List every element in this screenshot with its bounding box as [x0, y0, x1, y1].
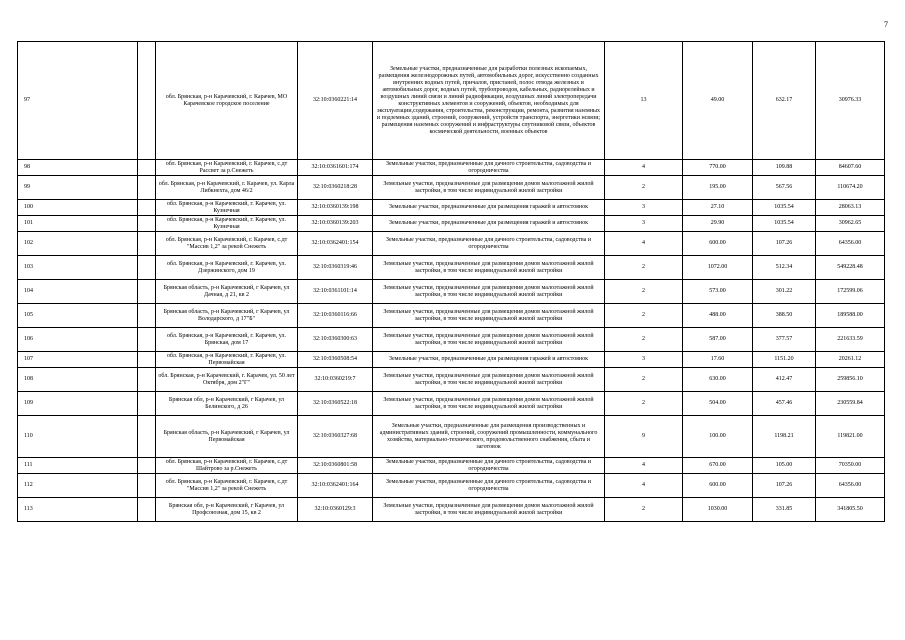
- table-row: [18, 416, 885, 458]
- spacer-cell: [138, 160, 156, 176]
- use-group-cell: 2: [605, 176, 683, 200]
- cadastral-number-cell: 32:10:0360319:46: [298, 256, 373, 280]
- specific-value-cell: 1035.54: [753, 216, 816, 232]
- specific-value-cell: 1198.21: [753, 416, 816, 458]
- row-number: 109: [18, 392, 138, 416]
- spacer-cell: [138, 232, 156, 256]
- address-cell: Брянская область, р-н Карачевский, г Карачев, ул Первомайская: [156, 416, 298, 458]
- table-row: [18, 216, 885, 232]
- row-number: 108: [18, 368, 138, 392]
- area-cell: 670.00: [683, 458, 753, 474]
- specific-value-cell: 1151.20: [753, 352, 816, 368]
- use-group-cell: 2: [605, 304, 683, 328]
- cadastral-number-cell: 32:10:0361601:174: [298, 160, 373, 176]
- table-row: [18, 498, 885, 522]
- spacer-cell: [138, 458, 156, 474]
- permitted-use-cell: Земельные участки, предназначенные для размещения домов малоэтажной жилой застройки, в том числе индивидуальной жилой застройки: [373, 328, 605, 352]
- area-cell: 100.00: [683, 416, 753, 458]
- use-group-cell: 3: [605, 352, 683, 368]
- row-number: 103: [18, 256, 138, 280]
- area-cell: 600.00: [683, 232, 753, 256]
- area-cell: 504.00: [683, 392, 753, 416]
- address-cell: обл. Брянская, р-н Карачевский, г. Карачев, с.дт "Массив 1,2" за рекой Снежеть: [156, 232, 298, 256]
- cadastral-value-cell: 28063.13: [816, 200, 885, 216]
- use-group-cell: 4: [605, 458, 683, 474]
- row-number: 110: [18, 416, 138, 458]
- specific-value-cell: 1035.54: [753, 200, 816, 216]
- area-cell: 1072.00: [683, 256, 753, 280]
- row-number: 98: [18, 160, 138, 176]
- area-cell: 27.10: [683, 200, 753, 216]
- row-number: 106: [18, 328, 138, 352]
- address-cell: обл. Брянская, р-н Карачевский, г. Карачев, с.дт Шайтрово за р.Снежеть: [156, 458, 298, 474]
- use-group-cell: 2: [605, 368, 683, 392]
- row-number: 102: [18, 232, 138, 256]
- area-cell: 29.90: [683, 216, 753, 232]
- address-cell: обл. Брянская, р-н Карачевский, г. Карачев, ул. Карла Либкнехта, дом 46/2: [156, 176, 298, 200]
- spacer-cell: [138, 498, 156, 522]
- row-number: 113: [18, 498, 138, 522]
- specific-value-cell: 388.50: [753, 304, 816, 328]
- spacer-cell: [138, 304, 156, 328]
- cadastral-value-cell: 64356.00: [816, 474, 885, 498]
- specific-value-cell: 567.56: [753, 176, 816, 200]
- row-number: 100: [18, 200, 138, 216]
- table-row: [18, 42, 885, 160]
- row-number: 101: [18, 216, 138, 232]
- spacer-cell: [138, 42, 156, 160]
- table-row: [18, 280, 885, 304]
- table-row: [18, 458, 885, 474]
- permitted-use-cell: Земельные участки, предназначенные для разработки полезных ископаемых, размещения железнодорожных путей, автомобильных дорог, искусственно созданных внутренних водных путей, причалов, пристаней, полос отвода железных и автомобильных дорог, водных путей, трубопроводов, кабельных, радиорелейных и воздушных линий связи и линий радиофикации, воздушных линий электропередачи конструктивных элементов и сооружений, объектов, необходимых для эксплуатации,содержания, строительства, реконструкции, ремонта, развития наземных и подземных зданий, строений, сооружений, устройств транспорта, энергетики нсвязи; размещения наземных сооружений и инфраструктуры спутниковой связи, объектов космической деятельности, военных объектов: [373, 42, 605, 160]
- spacer-cell: [138, 392, 156, 416]
- use-group-cell: 2: [605, 256, 683, 280]
- permitted-use-cell: Земельные участки, предназначенные для дачного строительства, садоводства и огородничества: [373, 232, 605, 256]
- cadastral-number-cell: 32:10:0360801:58: [298, 458, 373, 474]
- specific-value-cell: 301.22: [753, 280, 816, 304]
- table-row: [18, 256, 885, 280]
- use-group-cell: 9: [605, 416, 683, 458]
- row-number: 104: [18, 280, 138, 304]
- permitted-use-cell: Земельные участки, предназначенные для размещения гаражей и автостоянок: [373, 216, 605, 232]
- cadastral-value-cell: 119821.00: [816, 416, 885, 458]
- cadastral-value-cell: 189588.00: [816, 304, 885, 328]
- permitted-use-cell: Земельные участки, предназначенные для дачного строительства, садоводства и огородничества: [373, 474, 605, 498]
- address-cell: обл. Брянская, р-н Карачевский, г. Карачев, с.дт "Массив 1,2" за рекой Снежеть: [156, 474, 298, 498]
- cadastral-value-cell: 70350.00: [816, 458, 885, 474]
- table-row: [18, 392, 885, 416]
- address-cell: обл. Брянская, р-н Карачевский, г. Карачев, с.дт Рассвет за р.Снежеть: [156, 160, 298, 176]
- cadastral-number-cell: 32:10:0360129:3: [298, 498, 373, 522]
- specific-value-cell: 107.26: [753, 474, 816, 498]
- permitted-use-cell: Земельные участки, предназначенные для размещения домов малоэтажной жилой застройки, в том числе индивидуальной жилой застройки: [373, 392, 605, 416]
- use-group-cell: 4: [605, 232, 683, 256]
- cadastral-value-cell: 84607.60: [816, 160, 885, 176]
- cadastral-value-cell: 110674.20: [816, 176, 885, 200]
- spacer-cell: [138, 216, 156, 232]
- area-cell: 488.00: [683, 304, 753, 328]
- specific-value-cell: 105.00: [753, 458, 816, 474]
- use-group-cell: 2: [605, 498, 683, 522]
- specific-value-cell: 377.57: [753, 328, 816, 352]
- cadastral-number-cell: 32:10:0362401:164: [298, 474, 373, 498]
- address-cell: Брянская обл, р-н Карачевский, г Карачев, ул Профсоюзная, дом 15, кв 2: [156, 498, 298, 522]
- permitted-use-cell: Земельные участки, предназначенные для размещения домов малоэтажной жилой застройки, в том числе индивидуальной жилой застройки: [373, 280, 605, 304]
- permitted-use-cell: Земельные участки, предназначенные для размещения гаражей и автостоянок: [373, 200, 605, 216]
- cadastral-value-cell: 221633.59: [816, 328, 885, 352]
- cadastral-number-cell: 32:10:0360218:28: [298, 176, 373, 200]
- use-group-cell: 2: [605, 328, 683, 352]
- specific-value-cell: 512.34: [753, 256, 816, 280]
- specific-value-cell: 632.17: [753, 42, 816, 160]
- use-group-cell: 2: [605, 280, 683, 304]
- table-row: [18, 232, 885, 256]
- table-row: [18, 176, 885, 200]
- cadastral-number-cell: 32:10:0360221:14: [298, 42, 373, 160]
- area-cell: 1030.00: [683, 498, 753, 522]
- row-number: 97: [18, 42, 138, 160]
- table-row: [18, 304, 885, 328]
- spacer-cell: [138, 328, 156, 352]
- cadastral-value-cell: 549228.48: [816, 256, 885, 280]
- area-cell: 573.00: [683, 280, 753, 304]
- cadastral-number-cell: 32:10:0362401:154: [298, 232, 373, 256]
- cadastral-value-cell: 259856.10: [816, 368, 885, 392]
- address-cell: Брянская область, р-н Карачевский, г Карачев, ул Володарского, д 17"Б": [156, 304, 298, 328]
- permitted-use-cell: Земельные участки, предназначенные для дачного строительства, садоводства и огородничества: [373, 160, 605, 176]
- address-cell: обл. Брянская, р-н Карачевский, г. Карачев, ул. Кузнечная: [156, 200, 298, 216]
- permitted-use-cell: Земельные участки, предназначенные для дачного строительства, садоводства и огородничества: [373, 458, 605, 474]
- address-cell: обл. Брянская, р-н Карачевский, г. Карачев, ул. 50 лет Октября, дом 2"Г": [156, 368, 298, 392]
- use-group-cell: 4: [605, 474, 683, 498]
- specific-value-cell: 107.26: [753, 232, 816, 256]
- use-group-cell: 3: [605, 216, 683, 232]
- specific-value-cell: 412.47: [753, 368, 816, 392]
- permitted-use-cell: Земельные участки, предназначенные для размещения домов малоэтажной жилой застройки, в том числе индивидуальной жилой застройки: [373, 256, 605, 280]
- cadastral-value-cell: 20261.12: [816, 352, 885, 368]
- address-cell: Брянская обл, р-н Карачевский, г Карачев, ул Белинского, д 26: [156, 392, 298, 416]
- permitted-use-cell: Земельные участки, предназначенные для размещения домов малоэтажной жилой застройки, в том числе индивидуальной жилой застройки: [373, 304, 605, 328]
- use-group-cell: 4: [605, 160, 683, 176]
- use-group-cell: 13: [605, 42, 683, 160]
- cadastral-number-cell: 32:10:0360139:198: [298, 200, 373, 216]
- cadastral-number-cell: 32:10:0360327:68: [298, 416, 373, 458]
- row-number: 105: [18, 304, 138, 328]
- cadastral-value-cell: 341805.50: [816, 498, 885, 522]
- area-cell: 587.00: [683, 328, 753, 352]
- area-cell: 17.60: [683, 352, 753, 368]
- spacer-cell: [138, 352, 156, 368]
- table-row: [18, 160, 885, 176]
- table-row: [18, 352, 885, 368]
- cadastral-value-cell: 30962.65: [816, 216, 885, 232]
- address-cell: обл. Брянская, р-н Карачевский, г. Карачев, ул. Первомайская: [156, 352, 298, 368]
- address-cell: обл. Брянская, р-н Карачевский, г. Карачев, ул. Дзержинского, дом 19: [156, 256, 298, 280]
- permitted-use-cell: Земельные участки, предназначенные для размещения домов малоэтажной жилой застройки, в том числе индивидуальной жилой застройки: [373, 176, 605, 200]
- area-cell: 630.00: [683, 368, 753, 392]
- spacer-cell: [138, 416, 156, 458]
- row-number: 107: [18, 352, 138, 368]
- specific-value-cell: 457.46: [753, 392, 816, 416]
- use-group-cell: 3: [605, 200, 683, 216]
- cadastral-number-cell: 32:10:0360139:203: [298, 216, 373, 232]
- spacer-cell: [138, 200, 156, 216]
- table-row: [18, 368, 885, 392]
- cadastral-value-cell: 64356.00: [816, 232, 885, 256]
- land-plot-register-table: [17, 41, 885, 522]
- specific-value-cell: 331.85: [753, 498, 816, 522]
- cadastral-number-cell: 32:10:0361101:14: [298, 280, 373, 304]
- cadastral-value-cell: 230559.84: [816, 392, 885, 416]
- area-cell: 49.00: [683, 42, 753, 160]
- page-number: 7: [884, 20, 888, 29]
- cadastral-number-cell: 32:10:0360522:18: [298, 392, 373, 416]
- cadastral-value-cell: 30976.33: [816, 42, 885, 160]
- permitted-use-cell: Земельные участки, предназначенные для размещения производственных и административных зданий, строений, сооружений промышленности, коммунального хозяйства, материально-технического, продовольственного снабжения, сбыта и заготовок: [373, 416, 605, 458]
- area-cell: 770.00: [683, 160, 753, 176]
- row-number: 99: [18, 176, 138, 200]
- specific-value-cell: 109.88: [753, 160, 816, 176]
- address-cell: Брянская область, р-н Карачевский, г Карачев, ул Дачная, д 21, кв 2: [156, 280, 298, 304]
- table-row: [18, 200, 885, 216]
- area-cell: 195.00: [683, 176, 753, 200]
- row-number: 112: [18, 474, 138, 498]
- use-group-cell: 2: [605, 392, 683, 416]
- row-number: 111: [18, 458, 138, 474]
- spacer-cell: [138, 256, 156, 280]
- permitted-use-cell: Земельные участки, предназначенные для размещения гаражей и автостоянок: [373, 352, 605, 368]
- address-cell: обл. Брянская, р-н Карачевский, г. Карачев, МО Карачевское городское поселение: [156, 42, 298, 160]
- permitted-use-cell: Земельные участки, предназначенные для размещения домов малоэтажной жилой застройки, в том числе индивидуальной жилой застройки: [373, 368, 605, 392]
- address-cell: обл. Брянская, р-н Карачевский, г. Карачев, ул. Брянская, дом 17: [156, 328, 298, 352]
- cadastral-number-cell: 32:10:0360508:54: [298, 352, 373, 368]
- permitted-use-cell: Земельные участки, предназначенные для размещения домов малоэтажной жилой застройки, в том числе индивидуальной жилой застройки: [373, 498, 605, 522]
- cadastral-value-cell: 172599.06: [816, 280, 885, 304]
- cadastral-number-cell: 32:10:0360219:7: [298, 368, 373, 392]
- table-row: [18, 474, 885, 498]
- spacer-cell: [138, 176, 156, 200]
- table-row: [18, 328, 885, 352]
- spacer-cell: [138, 474, 156, 498]
- address-cell: обл. Брянская, р-н Карачевский, г. Карачев, ул. Кузнечная: [156, 216, 298, 232]
- area-cell: 600.00: [683, 474, 753, 498]
- spacer-cell: [138, 368, 156, 392]
- spacer-cell: [138, 280, 156, 304]
- cadastral-number-cell: 32:10:0360116:66: [298, 304, 373, 328]
- cadastral-number-cell: 32:10:0360300:63: [298, 328, 373, 352]
